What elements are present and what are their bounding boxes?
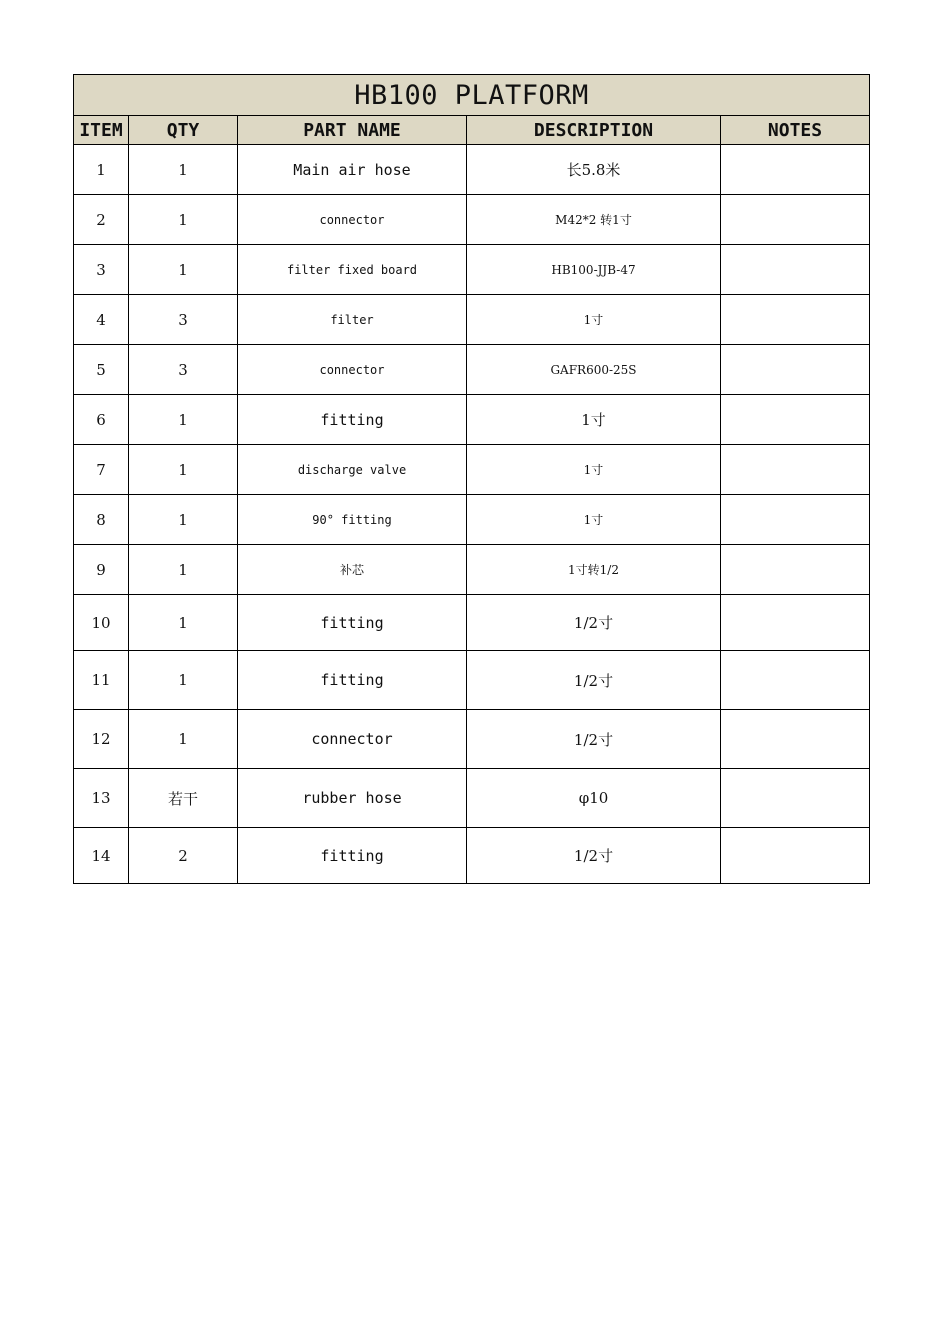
cell-notes — [721, 769, 870, 828]
cell-description: 1/2寸 — [467, 710, 721, 769]
cell-item: 10 — [74, 595, 129, 651]
cell-item: 1 — [74, 145, 129, 195]
cell-notes — [721, 651, 870, 710]
cell-description: HB100-JJB-47 — [467, 245, 721, 295]
cell-qty: 1 — [129, 545, 238, 595]
cell-item: 14 — [74, 828, 129, 884]
cell-description: GAFR600-25S — [467, 345, 721, 395]
cell-part-name: filter — [238, 295, 467, 345]
cell-qty: 3 — [129, 345, 238, 395]
cell-part-name: fitting — [238, 595, 467, 651]
cell-description: 1/2寸 — [467, 828, 721, 884]
cell-item: 7 — [74, 445, 129, 495]
cell-item: 13 — [74, 769, 129, 828]
cell-item: 9 — [74, 545, 129, 595]
table-row — [74, 828, 870, 884]
cell-item: 12 — [74, 710, 129, 769]
cell-description: 1寸 — [467, 445, 721, 495]
cell-description: 1寸转1/2 — [467, 545, 721, 595]
cell-notes — [721, 145, 870, 195]
cell-item: 4 — [74, 295, 129, 345]
cell-part-name: connector — [238, 710, 467, 769]
cell-part-name: 补芯 — [238, 545, 467, 595]
table-row — [74, 595, 870, 651]
cell-part-name: 90° fitting — [238, 495, 467, 545]
cell-part-name: filter fixed board — [238, 245, 467, 295]
cell-item: 11 — [74, 651, 129, 710]
table-title: HB100 PLATFORM — [74, 75, 870, 116]
header-description: DESCRIPTION — [467, 116, 721, 145]
table-row — [74, 345, 870, 395]
cell-notes — [721, 545, 870, 595]
cell-item: 6 — [74, 395, 129, 445]
cell-qty: 1 — [129, 145, 238, 195]
bom-body — [74, 145, 870, 884]
cell-part-name: Main air hose — [238, 145, 467, 195]
cell-notes — [721, 195, 870, 245]
cell-description: 长5.8米 — [467, 145, 721, 195]
table-row — [74, 545, 870, 595]
cell-part-name: connector — [238, 195, 467, 245]
table-row — [74, 395, 870, 445]
cell-qty: 1 — [129, 445, 238, 495]
cell-qty: 1 — [129, 710, 238, 769]
cell-qty: 2 — [129, 828, 238, 884]
cell-notes — [721, 828, 870, 884]
cell-part-name: rubber hose — [238, 769, 467, 828]
cell-notes — [721, 495, 870, 545]
table-row — [74, 245, 870, 295]
cell-description: 1/2寸 — [467, 651, 721, 710]
table-row — [74, 769, 870, 828]
table-row — [74, 445, 870, 495]
cell-description: 1寸 — [467, 295, 721, 345]
table-row — [74, 145, 870, 195]
cell-part-name: fitting — [238, 828, 467, 884]
cell-description: M42*2 转1寸 — [467, 195, 721, 245]
cell-notes — [721, 345, 870, 395]
table-row — [74, 195, 870, 245]
cell-notes — [721, 245, 870, 295]
table-row — [74, 495, 870, 545]
cell-part-name: fitting — [238, 651, 467, 710]
header-item: ITEM — [74, 116, 129, 145]
cell-description: 1寸 — [467, 495, 721, 545]
cell-item: 5 — [74, 345, 129, 395]
cell-description: 1/2寸 — [467, 595, 721, 651]
cell-qty: 1 — [129, 195, 238, 245]
cell-qty: 1 — [129, 245, 238, 295]
cell-part-name: connector — [238, 345, 467, 395]
table-row — [74, 651, 870, 710]
header-qty: QTY — [129, 116, 238, 145]
cell-item: 8 — [74, 495, 129, 545]
cell-qty: 1 — [129, 395, 238, 445]
cell-item: 3 — [74, 245, 129, 295]
cell-notes — [721, 595, 870, 651]
cell-notes — [721, 395, 870, 445]
cell-notes — [721, 295, 870, 345]
cell-qty: 1 — [129, 595, 238, 651]
cell-part-name: discharge valve — [238, 445, 467, 495]
table-row — [74, 295, 870, 345]
bom-sheet — [73, 74, 869, 884]
cell-description: 1寸 — [467, 395, 721, 445]
bom-table — [73, 74, 870, 884]
cell-part-name: fitting — [238, 395, 467, 445]
cell-qty: 1 — [129, 495, 238, 545]
header-part-name: PART NAME — [238, 116, 467, 145]
cell-item: 2 — [74, 195, 129, 245]
cell-notes — [721, 445, 870, 495]
cell-description: φ10 — [467, 769, 721, 828]
header-notes: NOTES — [721, 116, 870, 145]
table-row — [74, 710, 870, 769]
cell-qty: 3 — [129, 295, 238, 345]
cell-qty: 若干 — [129, 769, 238, 828]
cell-notes — [721, 710, 870, 769]
cell-qty: 1 — [129, 651, 238, 710]
